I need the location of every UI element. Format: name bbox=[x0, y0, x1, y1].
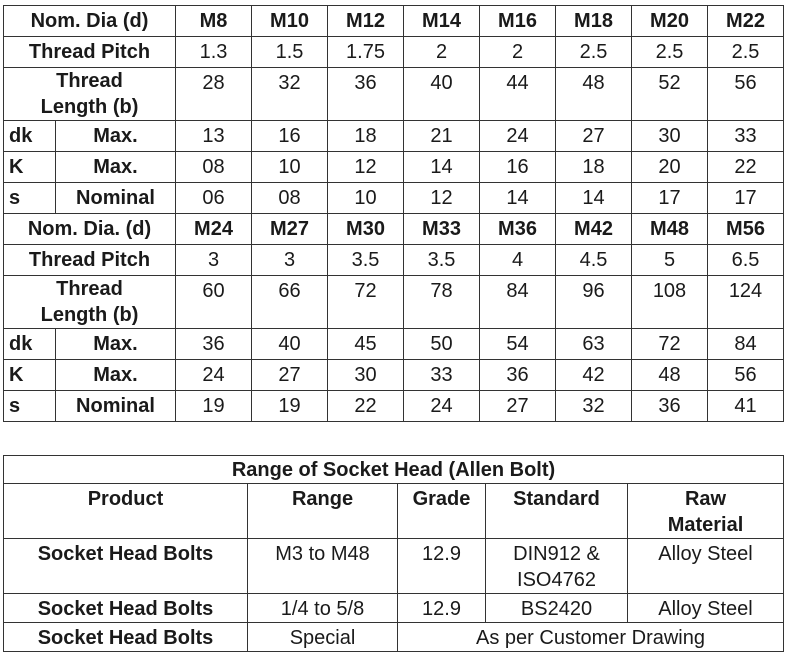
size-header-cell: M48 bbox=[632, 214, 708, 245]
size-header-cell: M36 bbox=[480, 214, 556, 245]
table-cell: 1.75 bbox=[328, 37, 404, 68]
table-cell: 27 bbox=[252, 360, 328, 391]
table-cell: 5 bbox=[632, 245, 708, 276]
thread-pitch-label: Thread Pitch bbox=[4, 37, 176, 68]
table-cell: 44 bbox=[480, 68, 556, 121]
nominal-diameter-label: Nom. Dia (d) bbox=[4, 6, 176, 37]
table-cell: 22 bbox=[328, 391, 404, 422]
table-cell: 72 bbox=[328, 276, 404, 329]
table-row bbox=[4, 539, 784, 594]
thread-length-row bbox=[4, 68, 784, 121]
table-cell: 108 bbox=[632, 276, 708, 329]
s-label: s bbox=[4, 391, 56, 422]
table-cell: 12 bbox=[328, 152, 404, 183]
size-header-cell: M30 bbox=[328, 214, 404, 245]
table-cell: 06 bbox=[176, 183, 252, 214]
s-sub-label: Nominal bbox=[56, 391, 176, 422]
size-header-cell: M10 bbox=[252, 6, 328, 37]
dk-row bbox=[4, 329, 784, 360]
s-row bbox=[4, 391, 784, 422]
table-cell: 78 bbox=[404, 276, 480, 329]
product-cell: Socket Head Bolts bbox=[4, 623, 248, 652]
product-cell: Socket Head Bolts bbox=[4, 594, 248, 623]
size-header-cell: M12 bbox=[328, 6, 404, 37]
table-cell: 36 bbox=[480, 360, 556, 391]
table-cell: 19 bbox=[176, 391, 252, 422]
table-cell: 56 bbox=[708, 360, 784, 391]
thread-pitch-label: Thread Pitch bbox=[4, 245, 176, 276]
table-cell: 14 bbox=[404, 152, 480, 183]
table-cell: 40 bbox=[404, 68, 480, 121]
range-cell: Special bbox=[248, 623, 398, 652]
table-cell: 72 bbox=[632, 329, 708, 360]
standard-column-header: Standard bbox=[486, 484, 628, 539]
size-header-cell: M20 bbox=[632, 6, 708, 37]
range-cell: 1/4 to 5/8 bbox=[248, 594, 398, 623]
table-cell: 27 bbox=[480, 391, 556, 422]
table-cell: 30 bbox=[632, 121, 708, 152]
raw-material-header-line1: Raw bbox=[684, 488, 727, 510]
table-cell: 14 bbox=[480, 183, 556, 214]
dk-sub-label: Max. bbox=[56, 121, 176, 152]
size-header-row bbox=[4, 214, 784, 245]
table-cell: 14 bbox=[556, 183, 632, 214]
thread-pitch-row bbox=[4, 245, 784, 276]
table-cell: 45 bbox=[328, 329, 404, 360]
thread-length-label bbox=[4, 276, 176, 329]
table-cell: 2.5 bbox=[632, 37, 708, 68]
table-cell: 4 bbox=[480, 245, 556, 276]
dk-row bbox=[4, 121, 784, 152]
nominal-diameter-label: Nom. Dia. (d) bbox=[4, 214, 176, 245]
material-cell: Alloy Steel bbox=[628, 594, 784, 623]
standard-line1: DIN912 & bbox=[513, 543, 600, 565]
grade-column-header: Grade bbox=[398, 484, 486, 539]
standard-cell bbox=[486, 539, 628, 594]
table-cell: 32 bbox=[252, 68, 328, 121]
table-cell: 36 bbox=[632, 391, 708, 422]
table-cell: 6.5 bbox=[708, 245, 784, 276]
size-header-cell: M24 bbox=[176, 214, 252, 245]
material-cell: Alloy Steel bbox=[628, 539, 784, 594]
raw-material-column-header bbox=[628, 484, 784, 539]
table-cell: 84 bbox=[708, 329, 784, 360]
size-header-cell: M18 bbox=[556, 6, 632, 37]
size-header-cell: M14 bbox=[404, 6, 480, 37]
s-label: s bbox=[4, 183, 56, 214]
s-sub-label: Nominal bbox=[56, 183, 176, 214]
range-header-row bbox=[4, 484, 784, 539]
k-row bbox=[4, 152, 784, 183]
table-row bbox=[4, 594, 784, 623]
size-header-cell: M42 bbox=[556, 214, 632, 245]
table-cell: 48 bbox=[632, 360, 708, 391]
table-cell: 36 bbox=[328, 68, 404, 121]
table-cell: 10 bbox=[252, 152, 328, 183]
table-cell: 24 bbox=[480, 121, 556, 152]
table-cell: 33 bbox=[404, 360, 480, 391]
table-cell: 3 bbox=[252, 245, 328, 276]
table-cell: 12 bbox=[404, 183, 480, 214]
range-column-header: Range bbox=[248, 484, 398, 539]
size-header-cell: M27 bbox=[252, 214, 328, 245]
table-cell: 17 bbox=[708, 183, 784, 214]
table-cell: 10 bbox=[328, 183, 404, 214]
table-cell: 1.5 bbox=[252, 37, 328, 68]
range-cell: M3 to M48 bbox=[248, 539, 398, 594]
range-title-row bbox=[4, 456, 784, 484]
k-sub-label: Max. bbox=[56, 360, 176, 391]
merged-note-cell: As per Customer Drawing bbox=[398, 623, 784, 652]
raw-material-header-line2: Material bbox=[667, 514, 744, 536]
k-label: K bbox=[4, 360, 56, 391]
table-cell: 66 bbox=[252, 276, 328, 329]
table-cell: 54 bbox=[480, 329, 556, 360]
table-cell: 2.5 bbox=[556, 37, 632, 68]
table-cell: 63 bbox=[556, 329, 632, 360]
table-cell: 40 bbox=[252, 329, 328, 360]
grade-cell: 12.9 bbox=[398, 594, 486, 623]
dk-sub-label: Max. bbox=[56, 329, 176, 360]
table-cell: 24 bbox=[176, 360, 252, 391]
table-cell: 4.5 bbox=[556, 245, 632, 276]
k-row bbox=[4, 360, 784, 391]
table-cell: 28 bbox=[176, 68, 252, 121]
table-cell: 13 bbox=[176, 121, 252, 152]
table-cell: 19 bbox=[252, 391, 328, 422]
table-cell: 27 bbox=[556, 121, 632, 152]
size-header-cell: M22 bbox=[708, 6, 784, 37]
table-cell: 32 bbox=[556, 391, 632, 422]
table-cell: 18 bbox=[556, 152, 632, 183]
table-cell: 48 bbox=[556, 68, 632, 121]
table-cell: 17 bbox=[632, 183, 708, 214]
table-cell: 24 bbox=[404, 391, 480, 422]
table-cell: 60 bbox=[176, 276, 252, 329]
thread-length-row bbox=[4, 276, 784, 329]
table-cell: 3.5 bbox=[328, 245, 404, 276]
table-row bbox=[4, 623, 784, 652]
table-cell: 124 bbox=[708, 276, 784, 329]
standard-cell: BS2420 bbox=[486, 594, 628, 623]
size-header-cell: M33 bbox=[404, 214, 480, 245]
table-cell: 2 bbox=[404, 37, 480, 68]
size-header-row bbox=[4, 6, 784, 37]
table-cell: 56 bbox=[708, 68, 784, 121]
table-cell: 36 bbox=[176, 329, 252, 360]
table-cell: 2.5 bbox=[708, 37, 784, 68]
table-cell: 08 bbox=[252, 183, 328, 214]
table-cell: 3 bbox=[176, 245, 252, 276]
standard-line2: ISO4762 bbox=[517, 569, 596, 591]
dk-label: dk bbox=[4, 329, 56, 360]
range-table-title: Range of Socket Head (Allen Bolt) bbox=[4, 456, 784, 484]
thread-length-label bbox=[4, 68, 176, 121]
thread-length-label-line2: Length (b) bbox=[40, 304, 139, 326]
table-cell: 42 bbox=[556, 360, 632, 391]
table-cell: 21 bbox=[404, 121, 480, 152]
table-cell: 16 bbox=[252, 121, 328, 152]
table-cell: 41 bbox=[708, 391, 784, 422]
table-cell: 3.5 bbox=[404, 245, 480, 276]
table-cell: 18 bbox=[328, 121, 404, 152]
s-row bbox=[4, 183, 784, 214]
table-cell: 33 bbox=[708, 121, 784, 152]
thread-length-label-line2: Length (b) bbox=[40, 96, 139, 118]
product-column-header: Product bbox=[4, 484, 248, 539]
table-cell: 96 bbox=[556, 276, 632, 329]
size-header-cell: M8 bbox=[176, 6, 252, 37]
table-cell: 20 bbox=[632, 152, 708, 183]
table-cell: 30 bbox=[328, 360, 404, 391]
table-cell: 08 bbox=[176, 152, 252, 183]
thread-pitch-row bbox=[4, 37, 784, 68]
size-header-cell: M56 bbox=[708, 214, 784, 245]
product-cell: Socket Head Bolts bbox=[4, 539, 248, 594]
table-cell: 2 bbox=[480, 37, 556, 68]
k-label: K bbox=[4, 152, 56, 183]
k-sub-label: Max. bbox=[56, 152, 176, 183]
table-cell: 16 bbox=[480, 152, 556, 183]
size-header-cell: M16 bbox=[480, 6, 556, 37]
thread-length-label-line1: Thread bbox=[56, 278, 123, 300]
table-cell: 22 bbox=[708, 152, 784, 183]
dk-label: dk bbox=[4, 121, 56, 152]
table-cell: 84 bbox=[480, 276, 556, 329]
grade-cell: 12.9 bbox=[398, 539, 486, 594]
socket-head-range-table bbox=[3, 455, 784, 652]
table-cell: 50 bbox=[404, 329, 480, 360]
table-cell: 52 bbox=[632, 68, 708, 121]
table-cell: 1.3 bbox=[176, 37, 252, 68]
bolt-dimension-table bbox=[3, 5, 784, 422]
thread-length-label-line1: Thread bbox=[56, 70, 123, 92]
